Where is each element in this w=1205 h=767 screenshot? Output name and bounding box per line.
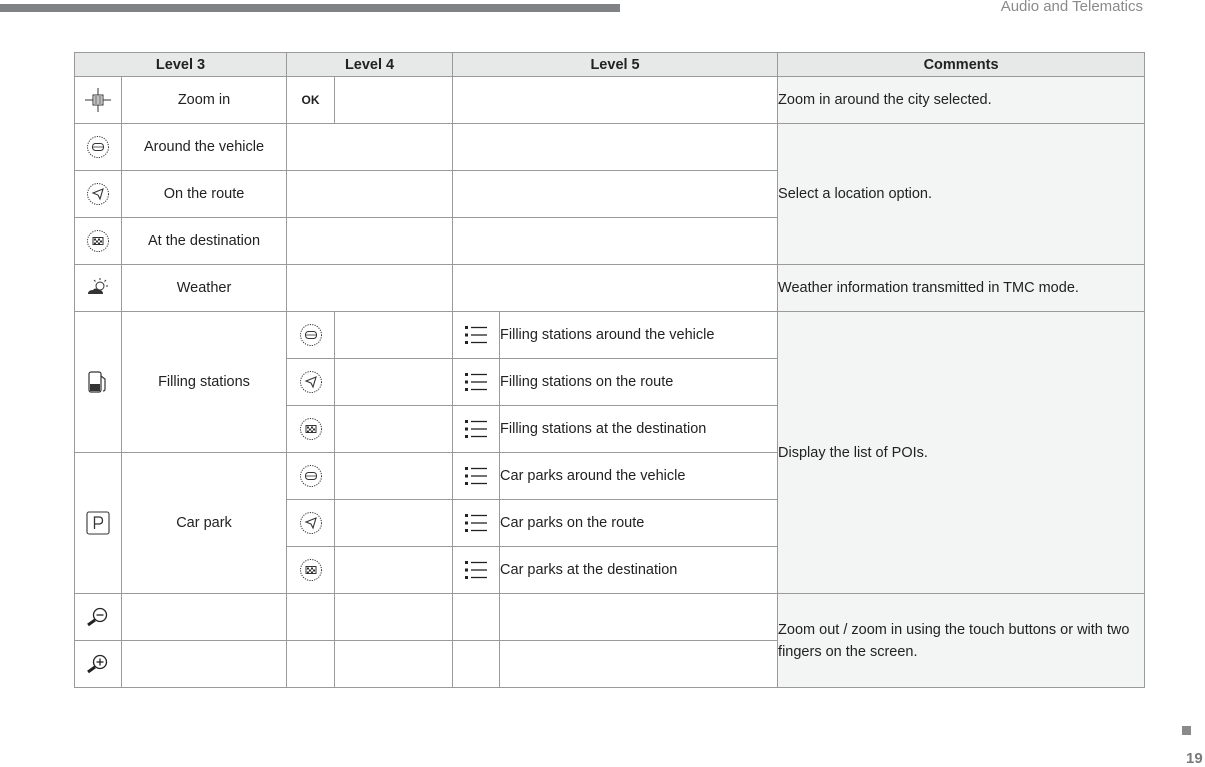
page-number: 19 [1186,750,1203,767]
route-arrow-icon [287,500,335,547]
filling-stations-label: Filling stations [122,312,287,453]
destination-flag-icon [75,218,122,265]
zoom-in-icon [75,641,122,688]
list-item: Filling stations around the vehicle [500,312,778,359]
weather-label: Weather [122,265,287,312]
location-comment: Select a location option. [778,124,1145,265]
ok-button[interactable] [287,77,335,124]
table-row [75,312,1145,359]
list-icon [453,406,500,453]
header-level5: Level 5 [453,53,778,77]
header-bar [0,4,620,12]
list-icon [453,547,500,594]
list-item: Filling stations on the route [500,359,778,406]
parking-icon [75,453,122,594]
list-icon [453,453,500,500]
zoom-in-label: Zoom in [122,77,287,124]
fuel-pump-icon [75,312,122,453]
on-route-label: On the route [122,171,287,218]
poi-comment: Display the list of POIs. [778,312,1145,594]
at-destination-label: At the destination [122,218,287,265]
destination-flag-icon [287,547,335,594]
weather-comment: Weather information transmitted in TMC mode. [778,265,1145,312]
table-row [75,265,1145,312]
table-header-row [75,53,1145,77]
list-icon [453,500,500,547]
table-row [75,124,1145,171]
table-row [75,77,1145,124]
table-row [75,594,1145,641]
route-arrow-icon [75,171,122,218]
car-park-label: Car park [122,453,287,594]
list-item: Car parks at the destination [500,547,778,594]
page-marker [1182,726,1191,735]
route-arrow-icon [287,359,335,406]
vehicle-icon [287,312,335,359]
list-icon [453,359,500,406]
list-item: Car parks around the vehicle [500,453,778,500]
zoom-in-comment: Zoom in around the city selected. [778,77,1145,124]
header-level3: Level 3 [75,53,287,77]
list-icon [453,312,500,359]
list-item: Filling stations at the destination [500,406,778,453]
vehicle-icon [287,453,335,500]
zoom-comment: Zoom out / zoom in using the touch buttons or with two fingers on the screen. [778,594,1145,688]
list-item: Car parks on the route [500,500,778,547]
destination-flag-icon [287,406,335,453]
weather-icon [75,265,122,312]
map-crosshair-icon [75,77,122,124]
ok-label: OK [301,93,320,107]
header-comments: Comments [778,53,1145,77]
vehicle-icon [75,124,122,171]
header-level4: Level 4 [287,53,453,77]
section-title: Audio and Telematics [1000,0,1143,15]
zoom-out-icon [75,594,122,641]
around-vehicle-label: Around the vehicle [122,124,287,171]
navigation-menu-table [74,52,1145,688]
